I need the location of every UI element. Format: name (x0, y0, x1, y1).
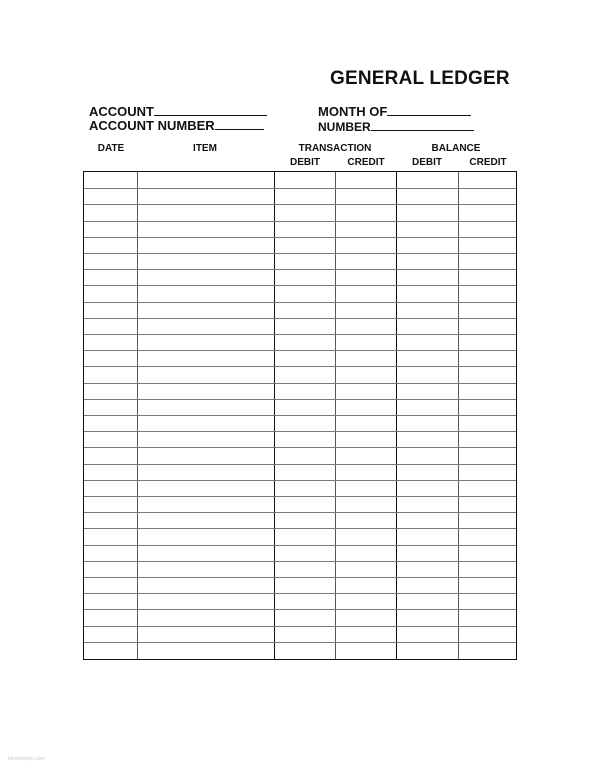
footer-watermark: bestofcomp.com (8, 756, 45, 762)
account-field[interactable] (89, 104, 267, 119)
month-of-blank-line[interactable] (387, 104, 471, 116)
ledger-row-line (84, 253, 516, 254)
ledger-row-line (84, 383, 516, 384)
ledger-row-line (84, 350, 516, 351)
number-field[interactable] (318, 119, 474, 134)
page-title: GENERAL LEDGER (330, 68, 510, 89)
ledger-row-line (84, 431, 516, 432)
account-number-blank-line[interactable] (215, 118, 264, 130)
ledger-row-line (84, 464, 516, 465)
account-label: ACCOUNT (89, 104, 154, 119)
ledger-row-line (84, 334, 516, 335)
ledger-row-line (84, 269, 516, 270)
number-blank-line[interactable] (371, 119, 474, 131)
ledger-row-line (84, 512, 516, 513)
ledger-grid (83, 171, 517, 660)
ledger-row-line (84, 302, 516, 303)
account-blank-line[interactable] (154, 104, 267, 116)
month-of-label: MONTH OF (318, 104, 388, 119)
ledger-row-line (84, 642, 516, 643)
ledger-row-line (84, 626, 516, 627)
ledger-row-line (84, 609, 516, 610)
transaction-credit-header: CREDIT (347, 157, 385, 168)
ledger-row-line (84, 366, 516, 367)
ledger-row-line (84, 415, 516, 416)
ledger-row-line (84, 577, 516, 578)
ledger-row-line (84, 204, 516, 205)
balance-credit-header: CREDIT (469, 157, 507, 168)
ledger-row-line (84, 561, 516, 562)
item-column-header: ITEM (193, 143, 217, 154)
ledger-row-line (84, 399, 516, 400)
ledger-row-line (84, 237, 516, 238)
transaction-debit-header: DEBIT (290, 157, 320, 168)
ledger-row-line (84, 593, 516, 594)
ledger-row-line (84, 545, 516, 546)
ledger-row-line (84, 285, 516, 286)
ledger-row-line (84, 480, 516, 481)
ledger-row-line (84, 188, 516, 189)
balance-debit-header: DEBIT (412, 157, 442, 168)
ledger-row-line (84, 318, 516, 319)
balance-column-header: BALANCE (431, 143, 481, 154)
account-number-field[interactable] (89, 118, 264, 133)
ledger-row-line (84, 496, 516, 497)
ledger-row-line (84, 221, 516, 222)
date-column-header: DATE (97, 143, 125, 154)
transaction-column-header: TRANSACTION (298, 143, 372, 154)
month-of-field[interactable] (318, 104, 471, 119)
ledger-row-line (84, 528, 516, 529)
ledger-row-line (84, 447, 516, 448)
number-label: NUMBER (318, 120, 371, 134)
account-number-label: ACCOUNT NUMBER (89, 118, 215, 133)
